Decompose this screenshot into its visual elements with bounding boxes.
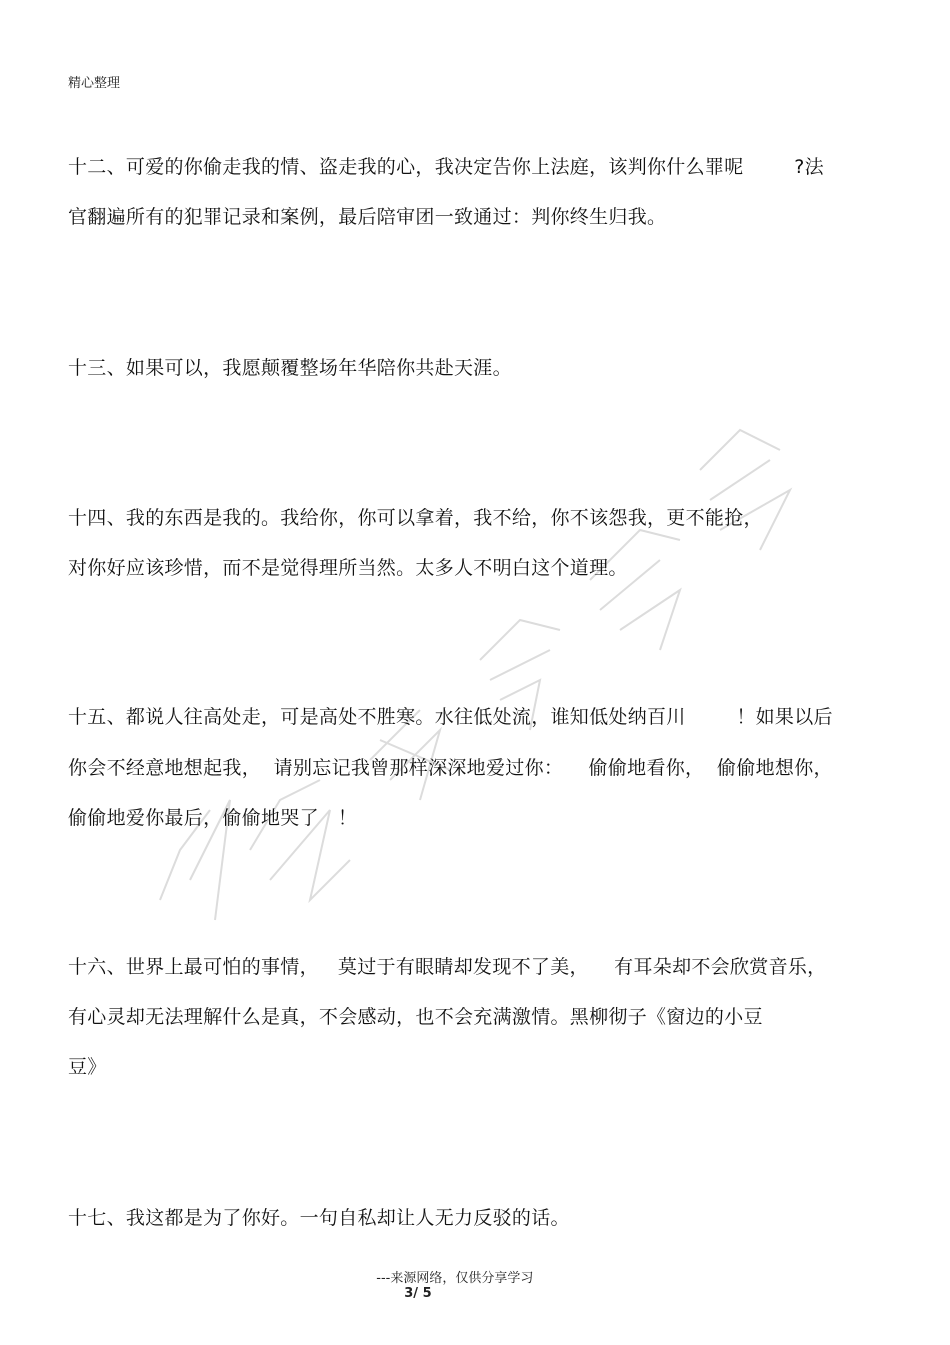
watermark-stamp xyxy=(120,380,820,940)
paragraph-16-line-1: 十六、世界上最可怕的事情， 莫过于有眼睛却发现不了美， 有耳朵却不会欣赏音乐， xyxy=(68,956,827,978)
paragraph-12-line-2: 官翻遍所有的犯罪记录和案例，最后陪审团一致通过：判你终生归我。 xyxy=(68,206,667,228)
page-number: 3/ 5 xyxy=(404,1286,432,1301)
page-header: 精心整理 xyxy=(68,76,121,91)
paragraph-14-line-1: 十四、我的东西是我的。我给你，你可以拿着，我不给，你不该怨我，更不能抢， xyxy=(68,507,763,529)
paragraph-13-line-1: 十三、如果可以，我愿颠覆整场年华陪你共赴天涯。 xyxy=(68,357,512,379)
paragraph-15-line-2: 你会不经意地想起我， 请别忘记我曾那样深深地爱过你： 偷偷地看你， 偷偷地想你， xyxy=(68,757,833,779)
paragraph-16-line-3: 豆》 xyxy=(68,1056,107,1078)
footer-source: ---来源网络，仅供分享学习 xyxy=(376,1271,534,1286)
page-footer xyxy=(368,1252,533,1301)
paragraph-16-line-2: 有心灵却无法理解什么是真，不会感动，也不会充满激情。黑柳彻子《窗边的小豆 xyxy=(68,1006,763,1028)
paragraph-15-line-3: 偷偷地爱你最后，偷偷地哭了 ！ xyxy=(68,807,358,829)
paragraph-15-line-1: 十五、都说人往高处走，可是高处不胜寒。水往低处流，谁知低处纳百川 ！如果以后 xyxy=(68,706,833,728)
paragraph-14-line-2: 对你好应该珍惜，而不是觉得理所当然。太多人不明白这个道理。 xyxy=(68,557,628,579)
paragraph-12-line-1: 十二、可爱的你偷走我的情、盗走我的心，我决定告你上法庭，该判你什么罪呢 ?法 xyxy=(68,156,824,178)
paragraph-17-line-1: 十七、我这都是为了你好。一句自私却让人无力反驳的话。 xyxy=(68,1207,570,1229)
